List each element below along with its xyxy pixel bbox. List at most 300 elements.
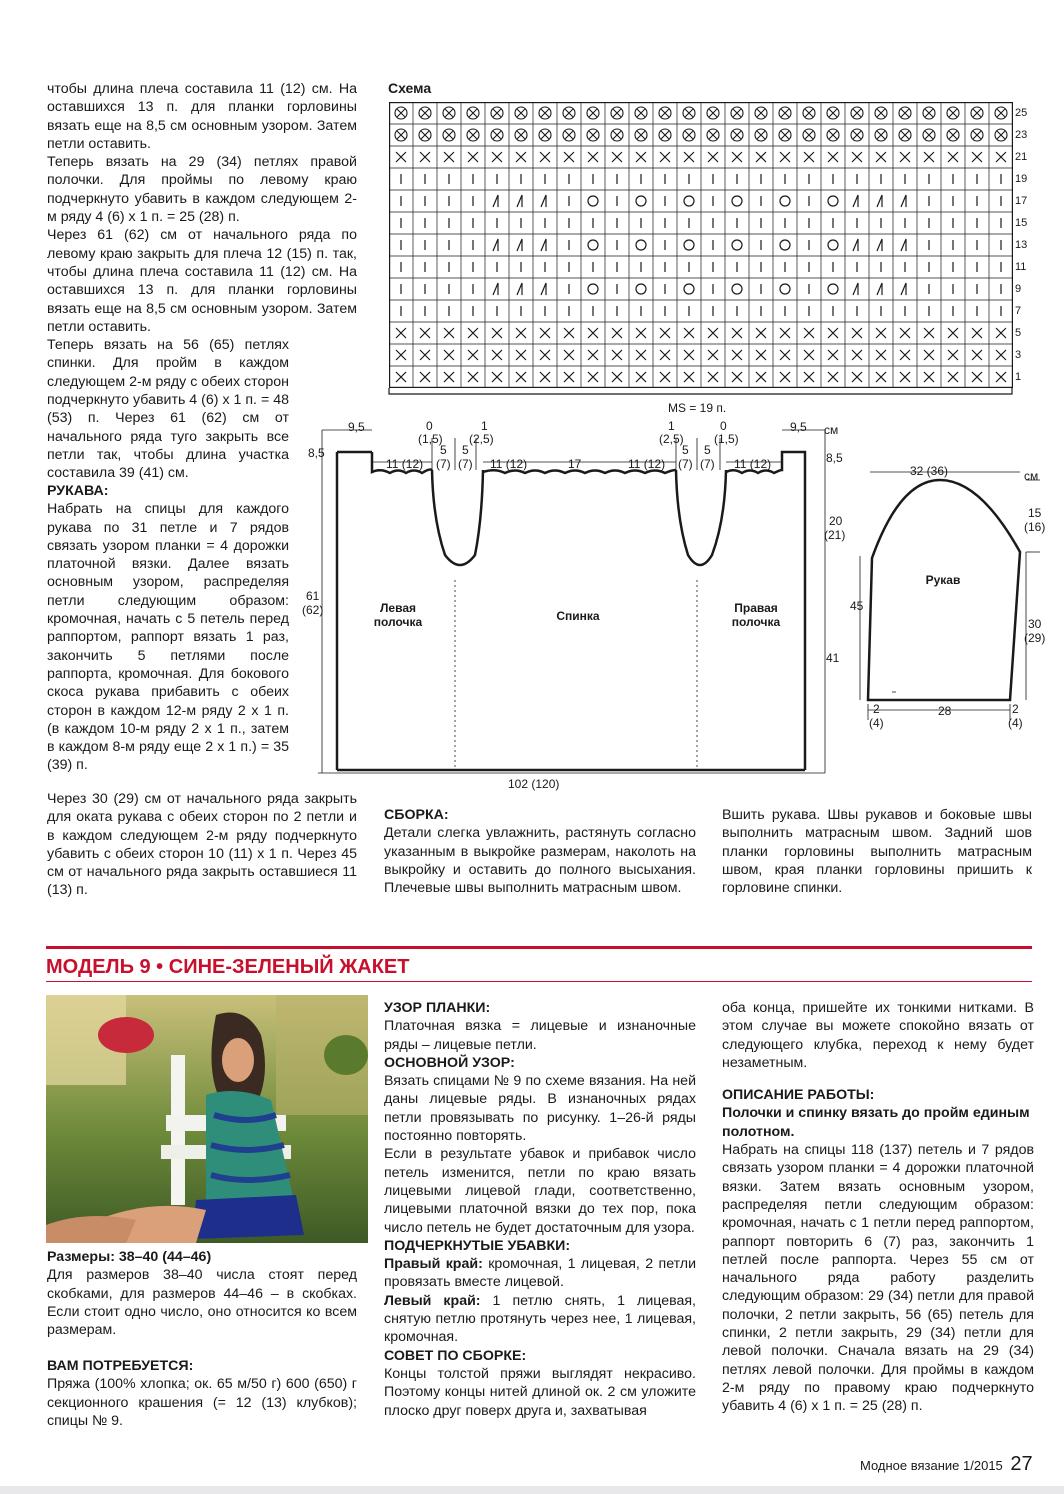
sleeve-cap-16: (16) <box>1024 520 1046 534</box>
chart-symbol-yarn-over <box>636 284 646 294</box>
chart-symbol-purl-ridge <box>683 107 695 119</box>
chart-symbol-purl-ridge <box>851 129 863 141</box>
decrease-right <box>384 1255 696 1292</box>
bottom-width: 102 (120) <box>508 777 560 791</box>
chart-symbol-purl-ridge <box>515 129 527 141</box>
row-number: 7 <box>1015 305 1022 317</box>
assembly-section <box>384 806 696 897</box>
decrease-heading: ПОДЧЕРКНУТЫЕ УБАВКИ: <box>384 1237 571 1254</box>
chart-symbol-knit-ridge <box>420 372 430 382</box>
paragraph: Теперь вязать на 29 (34) петлях правой полочки. Для проймы по левому краю подчеркнуто убавить в каждом следующем 2-м ряду 4 (6) х 1 п. = 25 (28) п. <box>47 154 357 226</box>
chart-symbol-knit-ridge <box>708 152 718 162</box>
chart-symbol-knit-ridge <box>996 328 1006 338</box>
chart-symbol-knit-ridge <box>828 328 838 338</box>
chart-symbol-purl-ridge <box>683 129 695 141</box>
chart-symbol-knit-ridge <box>516 372 526 382</box>
chart-symbol-knit-ridge <box>564 350 574 360</box>
sleeve-height-45: 45 <box>850 599 864 613</box>
cm-unit: см <box>824 423 839 437</box>
chart-symbol-decrease <box>853 195 858 207</box>
right-front-label-1: Правая <box>734 601 778 615</box>
row-number: 25 <box>1015 107 1028 119</box>
magazine-name: Модное вязание 1/2015 <box>860 1458 1003 1473</box>
chart-symbol-knit-ridge <box>804 152 814 162</box>
chart-symbol-purl-ridge <box>899 107 911 119</box>
chart-symbol-knit-ridge <box>780 328 790 338</box>
chart-symbol-knit-ridge <box>876 350 886 360</box>
chart-symbol-knit-ridge <box>588 372 598 382</box>
chart-symbol-purl-ridge <box>803 107 815 119</box>
chart-symbol-yarn-over <box>828 284 838 294</box>
chart-symbol-knit-ridge <box>612 372 622 382</box>
chart-symbol-knit-ridge <box>996 152 1006 162</box>
width-11-d: 11 (12) <box>734 457 772 471</box>
chart-symbol-knit-ridge <box>828 350 838 360</box>
armhole-20: 20 <box>829 514 843 528</box>
chart-symbol-purl-ridge <box>731 129 743 141</box>
chart-symbol-knit-ridge <box>636 350 646 360</box>
chart-symbol-purl-ridge <box>971 107 983 119</box>
right-front-label <box>726 601 786 629</box>
armhole-21: (21) <box>824 528 846 542</box>
page-number: 27 <box>1010 1453 1033 1475</box>
chart-symbol-purl-ridge <box>587 107 599 119</box>
chart-symbol-knit-ridge <box>588 328 598 338</box>
neck-1-right: 1 <box>668 419 675 433</box>
chart-symbol-yarn-over <box>684 284 694 294</box>
chart-symbol-knit-ridge <box>420 328 430 338</box>
chart-symbol-purl-ridge <box>923 129 935 141</box>
chart-symbol-knit-ridge <box>468 350 478 360</box>
section-rule-thin <box>46 981 1032 982</box>
chart-symbol-yarn-over <box>636 196 646 206</box>
chart-symbol-purl-ridge <box>563 129 575 141</box>
chart-symbol-knit-ridge <box>972 350 982 360</box>
sleeve-cap-15: 15 <box>1028 506 1042 520</box>
chart-symbol-purl-ridge <box>851 107 863 119</box>
chart-symbol-purl-ridge <box>779 129 791 141</box>
chart-symbol-knit-ridge <box>996 350 1006 360</box>
right-front-label-2: полочка <box>731 615 781 629</box>
row-number: 13 <box>1015 239 1028 251</box>
dim-5-c: 5 <box>682 443 689 457</box>
neck-1-left: 1 <box>481 419 488 433</box>
chart-symbol-knit-ridge <box>660 372 670 382</box>
row-number: 11 <box>1015 261 1027 273</box>
chart-symbol-knit-ridge <box>756 328 766 338</box>
chart-symbol-knit-ridge <box>612 152 622 162</box>
assembly-text-right: Вшить рукава. Швы рукавов и боковые швы выполнить матрасным швом. Задний шов планки горловины выполнить матрасным швом, края планки горловины пришить к горловине спинки. <box>722 807 1032 897</box>
paragraph: Через 61 (62) см от начального ряда по левому краю закрыть для плеча 12 (15) п. так, чтобы длина плеча составила 11 (12) см. На оставшихся 13 п. для планки горловины вязать еще на 8,5 см основным узором. Затем петли оставить. <box>47 227 357 335</box>
chart-symbol-knit-ridge <box>708 328 718 338</box>
chart-symbol-knit-ridge <box>900 372 910 382</box>
back-label: Спинка <box>556 609 600 623</box>
sleeves-text: Набрать на спицы для каждого рукава по 31 петле и 7 рядов связать узором планки = 4 дорожки платочной вязки. Далее вязать основным узором, распределяя петли следующим образом: кромочная, начать с 5 петель перед раппортом, раппорт вязать 1 раз, закончить 5 петлями после раппорта, кромочная. Для бокового скоса рукава прибавить с обеих сторон в каждом 12-м ряду 2 х 1 п. (в каждом 10-м ряду 2 х 1 п., затем в каждом 8-м ряду еще 2 х 1 п.) = 35 (39) п. <box>47 501 289 774</box>
chart-symbol-knit-ridge <box>396 328 406 338</box>
chart-symbol-purl-ridge <box>539 107 551 119</box>
chart-symbol-knit-ridge <box>468 328 478 338</box>
tip-text: Концы толстой пряжи выглядят некрасиво. Поэтому концы нитей длиной ок. 2 см уложите плоско друг поверх друга и, захватывая <box>384 1365 696 1419</box>
chart-symbol-purl-ridge <box>659 107 671 119</box>
chart-symbol-knit-ridge <box>396 152 406 162</box>
chart-symbol-purl-ridge <box>971 129 983 141</box>
neck-25-right: (2,5) <box>659 432 684 446</box>
chart-symbol-purl-ridge <box>707 129 719 141</box>
chart-symbol-knit-ridge <box>732 152 742 162</box>
chart-symbol-knit-ridge <box>732 350 742 360</box>
chart-symbol-knit-ridge <box>396 372 406 382</box>
chart-symbol-decrease <box>877 283 882 295</box>
chart-symbol-knit-ridge <box>876 372 886 382</box>
row-number: 3 <box>1015 349 1022 361</box>
chart-symbol-purl-ridge <box>635 107 647 119</box>
chart-symbol-knit-ridge <box>948 328 958 338</box>
chart-symbol-knit-ridge <box>564 372 574 382</box>
chart-symbol-knit-ridge <box>660 152 670 162</box>
chart-symbol-knit-ridge <box>540 350 550 360</box>
chart-symbol-knit-ridge <box>780 372 790 382</box>
chart-symbol-knit-ridge <box>996 372 1006 382</box>
chart-symbol-decrease <box>493 195 498 207</box>
chart-symbol-yarn-over <box>828 196 838 206</box>
chart-symbol-knit-ridge <box>876 152 886 162</box>
knitting-chart <box>389 102 1013 388</box>
chart-symbol-purl-ridge <box>467 107 479 119</box>
chart-symbol-knit-ridge <box>444 328 454 338</box>
chart-symbol-decrease <box>517 283 522 295</box>
total-61: 61 <box>306 589 320 603</box>
chart-symbol-knit-ridge <box>636 152 646 162</box>
chart-symbol-purl-ridge <box>635 129 647 141</box>
chart-symbol-purl-ridge <box>947 107 959 119</box>
chart-symbol-knit-ridge <box>828 152 838 162</box>
chart-symbol-knit-ridge <box>564 152 574 162</box>
dim-height-right: 8,5 <box>826 451 843 465</box>
work-text: Набрать на спицы 118 (137) петель и 7 рядов связать узором планки = 4 дорожки платочной вязки. Затем вязать основным узором, распределяя петли следующим образом: кромочная, начать с 1 петли перед раппортом, раппорт повторить 6 (7) раз, закончить 1 петлей после раппорта. Через 55 см от начального ряда работу разделить следующим образом: 29 (34) петли для правой полочки, 2 петли закрыть, 56 (65) петель для спинки, 2 петли закрыть, 29 (34) петли для левой полочки. Сначала вязать на 29 (34) петлях левой полочки. Для проймы в каждом 2-м ряду по правому краю подчеркнуто убавить 4 (6) х 1 п. = 25 (28) п. <box>722 1142 1034 1415</box>
row-number: 5 <box>1015 327 1022 339</box>
chart-symbol-purl-ridge <box>899 129 911 141</box>
left-front-label-1: Левая <box>380 601 416 615</box>
chart-symbol-knit-ridge <box>756 152 766 162</box>
chart-symbol-knit-ridge <box>540 372 550 382</box>
row-number: 23 <box>1015 129 1028 141</box>
row-number: 17 <box>1015 195 1028 207</box>
chart-symbol-knit-ridge <box>612 328 622 338</box>
paragraph: чтобы длина плеча составила 11 (12) см. На оставшихся 13 п. для планки горловины вязать еще на 8,5 см основным узором. Затем петли оставить. <box>47 81 357 152</box>
chart-symbol-knit-ridge <box>684 328 694 338</box>
chart-symbol-knit-ridge <box>972 328 982 338</box>
chart-symbol-purl-ridge <box>827 129 839 141</box>
chart-symbol-purl-ridge <box>563 107 575 119</box>
chart-symbol-decrease <box>493 239 498 251</box>
chart-symbol-knit-ridge <box>924 350 934 360</box>
chart-symbol-yarn-over <box>732 196 742 206</box>
chart-symbol-knit-ridge <box>588 152 598 162</box>
needs-text: Пряжа (100% хлопка; ок. 65 м/50 г) 600 (650) г секционного крашения (= 12 (13) клубков); спицы № 9. <box>47 1376 357 1429</box>
chart-symbol-knit-ridge <box>684 350 694 360</box>
chart-symbol-knit-ridge <box>468 152 478 162</box>
chart-symbol-knit-ridge <box>780 350 790 360</box>
sleeve-side-29: (29) <box>1024 631 1046 645</box>
chart-symbol-purl-ridge <box>467 129 479 141</box>
bottom-bar <box>0 1486 1064 1494</box>
chart-symbol-yarn-over <box>684 196 694 206</box>
model-header: МОДЕЛЬ 9 • СИНЕ-ЗЕЛЕНЫЙ ЖАКЕТ <box>46 956 410 978</box>
model-photo <box>46 995 368 1243</box>
chart-symbol-yarn-over <box>588 284 598 294</box>
chart-symbol-decrease <box>541 195 546 207</box>
neck-15-left: (1,5) <box>418 432 443 446</box>
dim-height-left: 8,5 <box>308 446 325 460</box>
main-pattern-text-2: Если в результате убавок и прибавок число петель изменится, петли по краю вязать лицевыми лицевой глади, соответственно, лицевыми платочной вязки до тех пор, пока число петель не будет достаточным для узора. <box>384 1146 696 1236</box>
decrease-left-text: 1 петлю снять, 1 лицевая, снятую петлю протянуть через нее, 1 лицевая, кромочная. <box>384 1292 697 1346</box>
paragraph: Теперь вязать на 56 (65) петлях спинки. Для пройм в каждом следующем 2-м ряду с обеих сторон подчеркнуто убавить 4 (6) х 1 п. = 48 (53) п. Через 61 (62) см от начального ряда туго закрыть все петли так, чтобы длина участка составила 39 (41) см. <box>47 337 289 482</box>
dim-5-b: 5 <box>462 443 469 457</box>
neck-15-right: (1,5) <box>714 432 739 446</box>
border-text: Платочная вязка = лицевые и изнаночные ряды – лицевые петли. <box>384 1018 696 1053</box>
chart-symbol-knit-ridge <box>732 372 742 382</box>
chart-symbol-knit-ridge <box>804 372 814 382</box>
chart-symbol-knit-ridge <box>924 328 934 338</box>
chart-symbol-knit-ridge <box>636 328 646 338</box>
chart-symbol-knit-ridge <box>900 350 910 360</box>
chart-symbol-purl-ridge <box>491 129 503 141</box>
chart-symbol-decrease <box>853 239 858 251</box>
main-pattern-text: Вязать спицами № 9 по схеме вязания. На ней даны лицевые ряды. В изнаночных рядах петли провязывать по рисунку. 1–26-й ряды постоянно повторять. <box>384 1073 696 1145</box>
middle-column <box>384 999 696 1420</box>
chart-symbol-knit-ridge <box>636 372 646 382</box>
chart-symbol-knit-ridge <box>780 152 790 162</box>
chart-symbol-knit-ridge <box>516 328 526 338</box>
decrease-right-text: кромочная, 1 лицевая, 2 петли провязать вместе лицевой. <box>384 1256 697 1291</box>
sleeve-bottom-28: 28 <box>938 704 952 718</box>
sleeve-bottom-2-left: 2 <box>873 702 880 716</box>
neck-25-left: (2,5) <box>469 432 494 446</box>
ms-bracket <box>388 388 1014 402</box>
chart-symbol-knit-ridge <box>972 152 982 162</box>
dim-7-b: (7) <box>458 457 473 471</box>
chart-symbol-purl-ridge <box>659 129 671 141</box>
chart-symbol-decrease <box>877 239 882 251</box>
chart-symbol-decrease <box>877 195 882 207</box>
chart-symbol-knit-ridge <box>492 350 502 360</box>
chart-symbol-decrease <box>541 239 546 251</box>
width-11-b: 11 (12) <box>490 457 528 471</box>
chart-symbol-decrease <box>517 195 522 207</box>
dim-top-right: 9,5 <box>790 420 807 434</box>
chart-symbol-knit-ridge <box>468 372 478 382</box>
chart-symbol-decrease <box>901 239 906 251</box>
chart-symbol-purl-ridge <box>443 107 455 119</box>
sleeve-top-width: 32 (36) <box>910 464 949 478</box>
width-11-c: 11 (12) <box>628 457 666 471</box>
chart-symbol-knit-ridge <box>804 328 814 338</box>
decrease-left <box>384 1292 696 1347</box>
chart-symbol-knit-ridge <box>396 350 406 360</box>
sleeve-bottom-2-right: 2 <box>1012 702 1019 716</box>
sleeves-text-2: Через 30 (29) см от начального ряда закрыть для оката рукава с обеих сторон по 2 петли и в каждом следующем 2-м ряду подчеркнуто убавить с обеих сторон 10 (11) х 1 п. Через 45 см от начального ряда закрыть оставшиеся 11 (13) п. <box>47 791 357 899</box>
dim-top-left: 9,5 <box>348 420 365 434</box>
chart-symbol-purl-ridge <box>827 107 839 119</box>
chart-symbol-purl-ridge <box>395 107 407 119</box>
ms-label: MS = 19 п. <box>668 401 727 415</box>
sleeves-section <box>47 482 289 775</box>
row-numbers <box>1015 102 1027 388</box>
neck-0-right: 0 <box>720 419 727 433</box>
sleeves-heading: РУКАВА: <box>47 483 109 499</box>
neck-0-left: 0 <box>426 419 433 433</box>
chart-symbol-knit-ridge <box>924 372 934 382</box>
model-needs <box>47 1357 357 1430</box>
sleeve-side-30: 30 <box>1028 617 1042 631</box>
chart-symbol-yarn-over <box>780 284 790 294</box>
chart-symbol-knit-ridge <box>492 372 502 382</box>
chart-symbol-knit-ridge <box>444 350 454 360</box>
chart-symbol-purl-ridge <box>947 129 959 141</box>
chart-symbol-yarn-over <box>636 240 646 250</box>
chart-symbol-purl-ridge <box>419 129 431 141</box>
chart-symbol-knit-ridge <box>756 372 766 382</box>
chart-symbol-purl-ridge <box>755 129 767 141</box>
chart-symbol-purl-ridge <box>779 107 791 119</box>
sleeve-bottom-4-right: (4) <box>1008 716 1023 730</box>
chart-symbol-purl-ridge <box>395 129 407 141</box>
chart-symbol-yarn-over <box>780 196 790 206</box>
chart-symbol-purl-ridge <box>731 107 743 119</box>
chart-symbol-purl-ridge <box>587 129 599 141</box>
chart-symbol-purl-ridge <box>803 129 815 141</box>
chart-symbol-knit-ridge <box>660 328 670 338</box>
chart-symbol-yarn-over <box>588 196 598 206</box>
chart-symbol-knit-ridge <box>708 350 718 360</box>
chart-symbol-decrease <box>901 283 906 295</box>
tip-heading: СОВЕТ ПО СБОРКЕ: <box>384 1347 527 1364</box>
chart-symbol-purl-ridge <box>419 107 431 119</box>
side-41: 41 <box>826 651 840 665</box>
chart-symbol-knit-ridge <box>684 372 694 382</box>
chart-symbol-knit-ridge <box>612 350 622 360</box>
sizes-heading: Размеры: 38–40 (44–46) <box>47 1249 212 1265</box>
chart-symbol-yarn-over <box>828 240 838 250</box>
sizes-text: Для размеров 38–40 числа стоят перед скобками, для размеров 44–46 – в скобках. Если стоит одно число, оно относится ко всем размерам. <box>47 1267 357 1339</box>
chart-symbol-knit-ridge <box>732 328 742 338</box>
sleeve-diagram <box>840 460 1050 740</box>
chart-symbol-purl-ridge <box>443 129 455 141</box>
chart-symbol-purl-ridge <box>875 107 887 119</box>
row-number: 15 <box>1015 217 1028 229</box>
row-number: 1 <box>1015 371 1022 383</box>
work-subheading: Полочки и спинку вязать до пройм единым полотном. <box>722 1105 1030 1140</box>
chart-symbol-knit-ridge <box>492 152 502 162</box>
chart-symbol-purl-ridge <box>755 107 767 119</box>
width-17: 17 <box>568 457 582 471</box>
chart-symbol-knit-ridge <box>540 152 550 162</box>
dim-7-d: (7) <box>700 457 715 471</box>
chart-symbol-knit-ridge <box>540 328 550 338</box>
border-heading: УЗОР ПЛАНКИ: <box>384 1000 491 1016</box>
chart-symbol-yarn-over <box>732 284 742 294</box>
dim-5-d: 5 <box>704 443 711 457</box>
decrease-right-label: Правый край: <box>384 1256 483 1273</box>
chart-symbol-purl-ridge <box>611 107 623 119</box>
chart-symbol-purl-ridge <box>611 129 623 141</box>
chart-symbol-knit-ridge <box>660 350 670 360</box>
chart-symbol-knit-ridge <box>756 350 766 360</box>
chart-symbol-purl-ridge <box>539 129 551 141</box>
chart-symbol-yarn-over <box>780 240 790 250</box>
needs-heading: ВАМ ПОТРЕБУЕТСЯ: <box>47 1358 194 1374</box>
tip-continuation: оба конца, пришейте их тонкими нитками. В этом случае вы можете спокойно вязать от следующего клубка, переход к нему будет незаметным. <box>722 1000 1034 1071</box>
chart-symbol-knit-ridge <box>588 350 598 360</box>
chart-symbol-knit-ridge <box>948 372 958 382</box>
chart-symbol-knit-ridge <box>420 350 430 360</box>
chart-symbol-purl-ridge <box>923 107 935 119</box>
chart-symbol-knit-ridge <box>852 152 862 162</box>
work-heading: ОПИСАНИЕ РАБОТЫ: <box>722 1087 875 1104</box>
sleeve-cm-unit: см <box>1024 469 1039 483</box>
width-11-a: 11 (12) <box>386 457 424 471</box>
chart-symbol-knit-ridge <box>804 350 814 360</box>
chart-symbol-knit-ridge <box>828 372 838 382</box>
row-number: 9 <box>1015 283 1022 295</box>
chart-symbol-knit-ridge <box>876 328 886 338</box>
chart-symbol-knit-ridge <box>444 152 454 162</box>
chart-symbol-knit-ridge <box>684 152 694 162</box>
chart-symbol-purl-ridge <box>491 107 503 119</box>
chart-symbol-decrease <box>901 195 906 207</box>
decrease-left-label: Левый край: <box>384 1292 481 1309</box>
chart-symbol-purl-ridge <box>875 129 887 141</box>
main-pattern-heading: ОСНОВНОЙ УЗОР: <box>384 1054 515 1071</box>
chart-symbol-knit-ridge <box>852 350 862 360</box>
spacer <box>722 1072 1034 1086</box>
chart-symbol-purl-ridge <box>995 129 1007 141</box>
sleeve-label: Рукав <box>925 573 961 587</box>
chart-symbol-knit-ridge <box>516 152 526 162</box>
chart-symbol-yarn-over <box>732 240 742 250</box>
chart-symbol-knit-ridge <box>900 152 910 162</box>
chart-symbol-knit-ridge <box>492 328 502 338</box>
chart-symbol-knit-ridge <box>948 350 958 360</box>
dim-5-a: 5 <box>440 443 447 457</box>
chart-symbol-yarn-over <box>684 240 694 250</box>
chart-symbol-knit-ridge <box>564 328 574 338</box>
dim-7-a: (7) <box>436 457 451 471</box>
chart-symbol-decrease <box>517 239 522 251</box>
chart-symbol-knit-ridge <box>900 328 910 338</box>
right-column <box>722 999 1034 1416</box>
chart-symbol-knit-ridge <box>924 152 934 162</box>
chart-symbol-decrease <box>493 283 498 295</box>
chart-symbol-yarn-over <box>588 240 598 250</box>
left-front-label <box>368 601 428 629</box>
assembly-heading: СБОРКА: <box>384 807 449 823</box>
left-front-label-2: полочка <box>373 615 423 629</box>
model-sizes <box>47 1248 357 1339</box>
schema-title: Схема <box>388 80 432 96</box>
row-number: 21 <box>1015 151 1028 163</box>
row-number: 19 <box>1015 173 1028 185</box>
sleeve-bottom-4-left: (4) <box>869 716 884 730</box>
chart-symbol-decrease <box>853 283 858 295</box>
chart-symbol-knit-ridge <box>972 372 982 382</box>
chart-symbol-knit-ridge <box>708 372 718 382</box>
chart-symbol-purl-ridge <box>707 107 719 119</box>
page-footer <box>860 1453 1033 1476</box>
chart-symbol-decrease <box>541 283 546 295</box>
chart-symbol-knit-ridge <box>420 152 430 162</box>
assembly-text: Детали слегка увлажнить, растянуть согласно указанным в выкройке размерам, наколоть на выкройку и оставить до полного высыхания. Плечевые швы выполнить матрасным швом. <box>384 825 696 897</box>
